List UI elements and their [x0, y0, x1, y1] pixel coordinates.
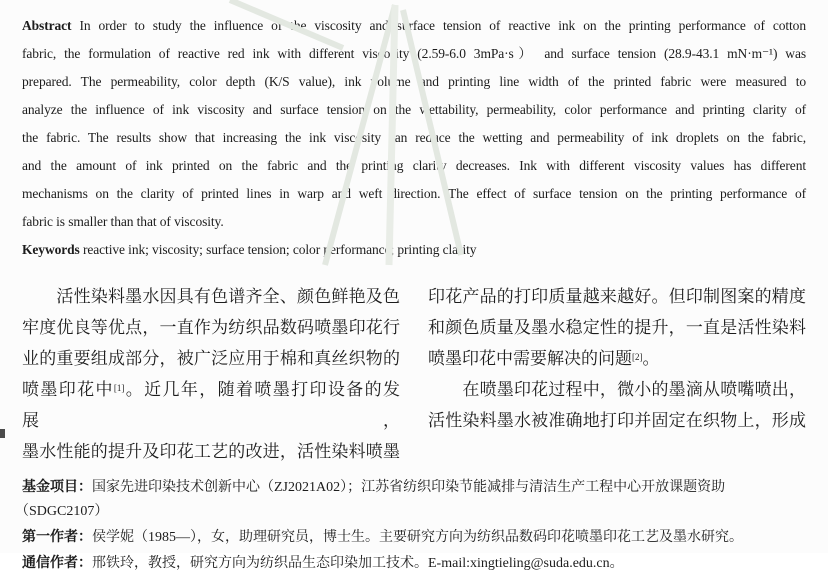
keywords-text: reactive ink; viscosity; surface tension; color performance; printing clarity: [82, 242, 477, 257]
text-line: 牢度优良等优点，一直作为纺织品数码喷墨印花行: [22, 318, 400, 337]
text-line: 墨水性能的提升及印花工艺的改进，活性染料喷墨: [22, 442, 400, 461]
footnote-line: [22, 524, 806, 550]
abstract-lines: [22, 40, 806, 236]
footnote-label: 基金项目：: [22, 478, 92, 494]
text-line: analyze the influence of ink viscosity and surface tension on the wettability, permeability, color performance and printing clarity of: [22, 102, 806, 117]
text-line: 喷墨印花中需要解决的问题[2]。: [428, 349, 660, 368]
footnote-label: 第一作者：: [22, 528, 92, 544]
text-line: 活性染料墨水被准确地打印并固定在织物上，形成: [428, 411, 806, 430]
text-line: and the amount of ink printed on the fabric and the printing clarity decreases. Ink with different viscosity values has different: [22, 158, 806, 173]
abstract-section: [22, 12, 806, 264]
text-line: the fabric. The results show that increasing the ink viscosity can reduce the wetting and permeability of ink droplets on the fabric,: [22, 130, 806, 145]
footnote-text: （SDGC2107）: [15, 504, 109, 519]
footnotes-section: [15, 474, 806, 576]
text-line: mechanisms on the clarity of printed lines in warp and weft direction. The effect of surface tension on the printing performance of: [22, 186, 806, 201]
keywords-line: [22, 236, 806, 264]
footnote-label: 通信作者：: [22, 554, 92, 570]
text-line: 喷墨印花中[1]。近几年，随着喷墨打印设备的发展，: [22, 380, 400, 430]
right-column: [428, 281, 806, 467]
keywords-label: Keywords: [22, 242, 80, 257]
footnote-text: 邢铁玲，教授，研究方向为纺织品生态印染加工技术。E-mail:xingtieling@suda.edu.cn。: [92, 556, 624, 571]
abstract-label: Abstract: [22, 18, 72, 33]
footnote-text: 国家先进印染技术创新中心（ZJ2021A02）；江苏省纺织印染节能减排与清洁生产工程中心开放课题资助: [92, 480, 726, 495]
text-line: 和颜色质量及墨水稳定性的提升，一直是活性染料: [428, 318, 806, 337]
footnote-text: 侯学妮（1985—），女，助理研究员，博士生。主要研究方向为纺织品数码印花喷墨印花工艺及墨水研究。: [92, 530, 743, 545]
footnote-line: [22, 550, 806, 576]
footnote-line: [15, 500, 806, 524]
body-columns: [22, 281, 806, 467]
text-line: fabric, the formulation of reactive red ink with different viscosity (2.59-6.0 3mPa·s） and surface tension (28.9-43.1 mN·m⁻¹) was: [22, 46, 806, 61]
scan-artifact: [0, 429, 5, 438]
abstract-first-line: [22, 12, 806, 40]
text-line: prepared. The permeability, color depth (K/S value), ink volume and printing line width of the printed fabric were measured to: [22, 74, 806, 89]
abstract-first-line-text: In order to study the influence of the viscosity and surface tension of reactive ink on the printing performance of cotton: [79, 18, 806, 33]
text-line: 业的重要组成部分，被广泛应用于棉和真丝织物的: [22, 349, 400, 368]
text-line: 在喷墨印花过程中，微小的墨滴从喷嘴喷出，: [428, 380, 806, 399]
text-line: 印花产品的打印质量越来越好。但印制图案的精度: [428, 287, 806, 306]
footnote-line: [22, 474, 806, 500]
text-line: fabric is smaller than that of viscosity.: [22, 214, 224, 229]
text-line: 活性染料墨水因具有色谱齐全、颜色鲜艳及色: [22, 287, 400, 306]
left-column: [22, 281, 400, 467]
